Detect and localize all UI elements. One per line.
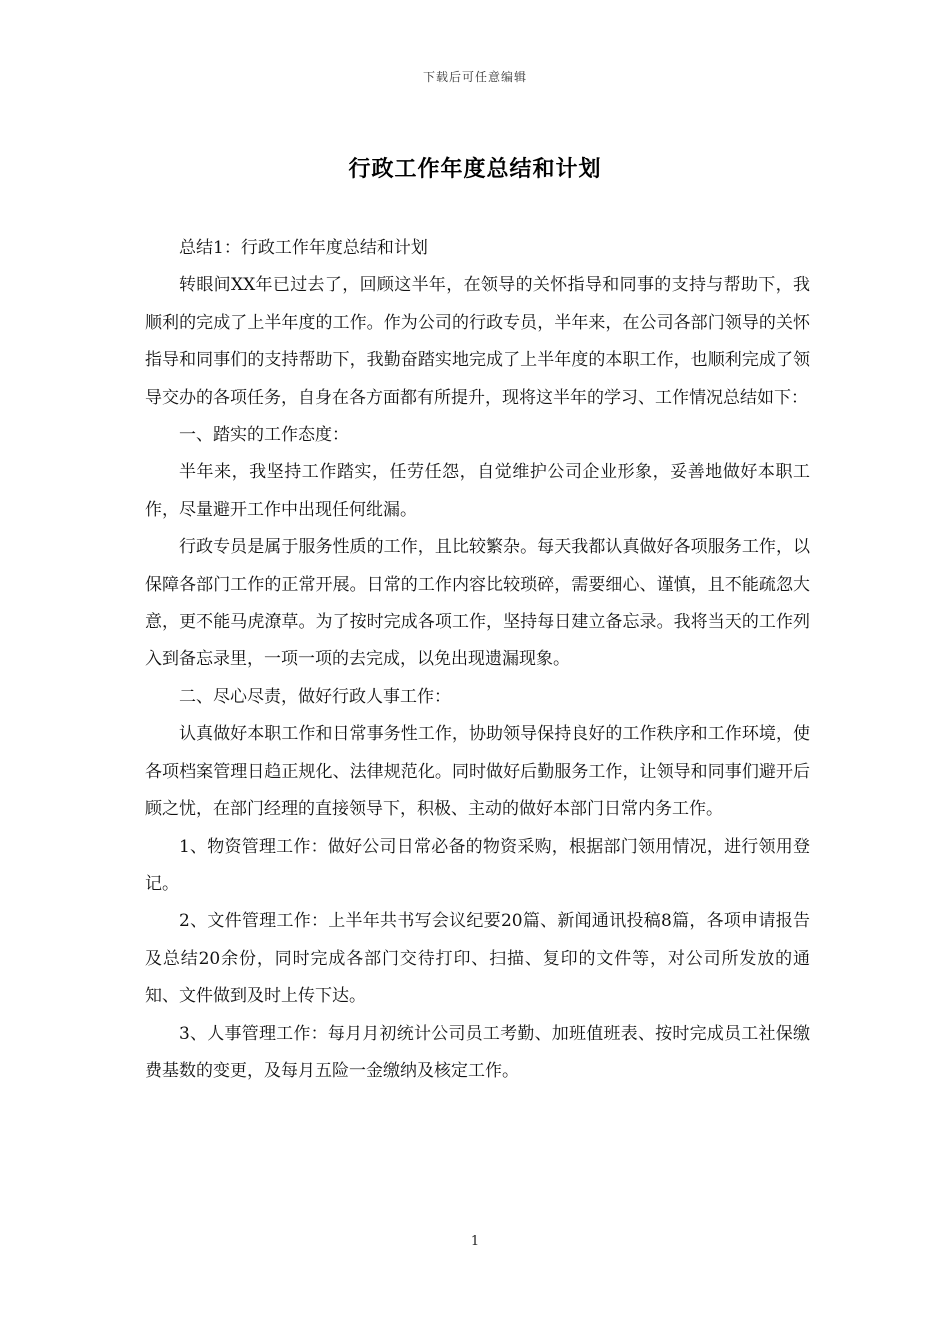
document-title: 行政工作年度总结和计划 [348, 157, 602, 182]
document-body [145, 230, 810, 1090]
paragraph-daily-affairs: 认真做好本职工作和日常事务性工作，协助领导保持良好的工作秩序和工作环境，使各项档案管理日趋正规化、法律规范化。同时做好后勤服务工作，让领导和同事们避开后顾之忧，在部门经理的直接领导下，积极、主动的做好本部门日常内务工作。 [145, 724, 810, 820]
paragraph-document-management: 2、文件管理工作：上半年共书写会议纪要20篇、新闻通讯投稿8篇，各项申请报告及总结20余份，同时完成各部门交待打印、扫描、复印的文件等，对公司所发放的通知、文件做到及时上传下达。 [145, 911, 810, 1007]
paragraph-attitude: 半年来，我坚持工作踏实，任劳任怨，自觉维护公司企业形象，妥善地做好本职工作，尽量避开工作中出现任何纰漏。 [145, 462, 810, 520]
page-number: 1 [470, 1234, 480, 1249]
paragraph-section-two-heading: 二、尽心尽责，做好行政人事工作： [179, 686, 451, 707]
paragraph-materials-management: 1、物资管理工作：做好公司日常必备的物资采购，根据部门领用情况，进行领用登记。 [145, 836, 810, 894]
paragraph-personnel-management: 3、人事管理工作：每月月初统计公司员工考勤、加班值班表、按时完成员工社保缴费基数的变更，及每月五险一金缴纳及核定工作。 [145, 1023, 810, 1081]
paragraph-summary-heading: 总结1：行政工作年度总结和计划 [179, 238, 428, 258]
paragraph-section-one-heading: 一、踏实的工作态度： [179, 425, 349, 446]
paragraph-service-work: 行政专员是属于服务性质的工作，且比较繁杂。每天我都认真做好各项服务工作，以保障各部门工作的正常开展。日常的工作内容比较琐碎，需要细心、谨慎，且不能疏忽大意，更不能马虎潦草。为了按时完成各项工作，坚持每日建立备忘录。我将当天的工作列入到备忘录里，一项一项的去完成，以免出现遗漏现象。 [145, 537, 810, 670]
header-note: 下载后可任意编辑 [422, 70, 527, 84]
paragraph-intro: 转眼间XX年已过去了，回顾这半年，在领导的关怀指导和同事的支持与帮助下，我顺利的完成了上半年度的工作。作为公司的行政专员，半年来，在公司各部门领导的关怀指导和同事们的支持帮助下，我勤奋踏实地完成了上半年度的本职工作，也顺利完成了领导交办的各项任务，自身在各方面都有所提升，现将这半年的学习、工作情况总结如下： [145, 275, 810, 408]
